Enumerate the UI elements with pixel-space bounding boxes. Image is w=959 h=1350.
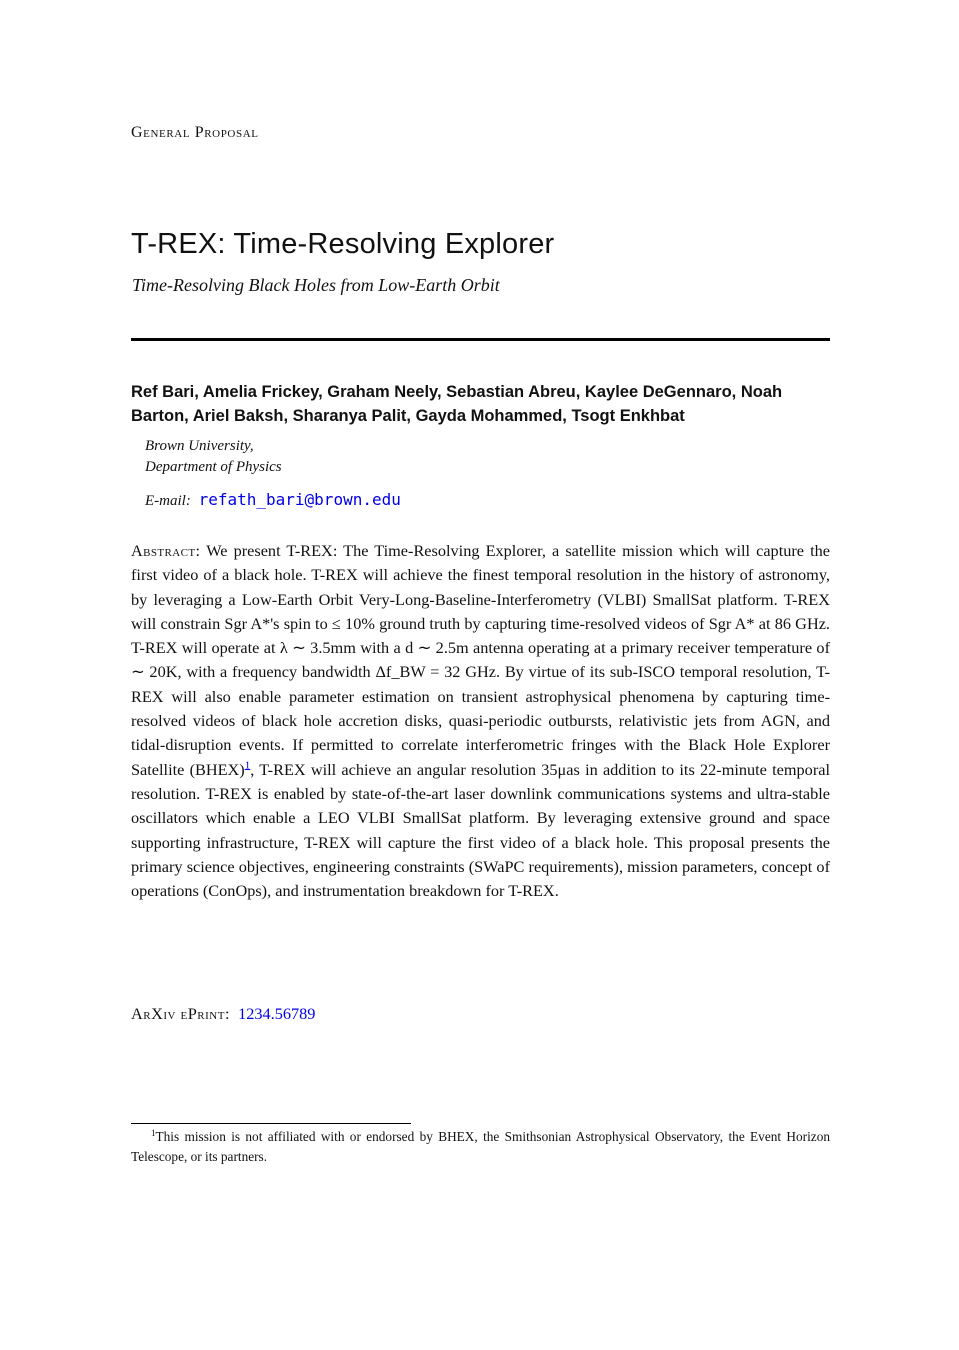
footnote [131, 1127, 830, 1167]
footnote-mark: 1 [151, 1127, 156, 1138]
arxiv-label: ArXiv ePrint: [131, 1004, 230, 1023]
running-header: General Proposal [131, 124, 259, 141]
paper-subtitle: Time-Resolving Black Holes from Low-Earth Orbit [132, 275, 500, 295]
footnote-ref-link[interactable]: 1 [244, 759, 251, 772]
abstract-label: Abstract: [131, 541, 201, 560]
title-rule [131, 338, 830, 341]
paper-title: T-REX: Time-Resolving Explorer [131, 228, 555, 260]
arxiv-link[interactable]: 1234.56789 [238, 1004, 316, 1023]
affiliation-institution: Brown University, [145, 438, 254, 454]
abstract-text-part2: , T-REX will achieve an angular resolution 35μas in addition to its 22-minute temporal resolution. T-REX is enabled by state-of-the-art laser downlink communications systems and ultra-stable oscillators which enable a LEO VLBI SmallSat platform. By leveraging extensive ground and space supporting infrastructure, T-REX will capture the first video of a black hole. This proposal presents the primary science objectives, engineering constraints (SWaPC requirements), mission parameters, concept of operations (ConOps), and instrumentation breakdown for T-REX. [131, 759, 830, 901]
abstract-text-part1: We present T-REX: The Time-Resolving Explorer, a satellite mission which will capture the first video of a black hole. T-REX will achieve the finest temporal resolution in the history of astronomy, by leveraging a Low-Earth Orbit Very-Long-Baseline-Interferometry (VLBI) SmallSat platform. T-REX will constrain Sgr A*'s spin to ≤ 10% ground truth by capturing time-resolved videos of Sgr A* at 86 GHz. T-REX will operate at λ ∼ 3.5mm with a d ∼ 2.5m antenna operating at a primary receiver temperature of ∼ 20K, with a frequency bandwidth Δf_BW = 32 GHz. By virtue of its sub-ISCO temporal resolution, T-REX will also enable parameter estimation on transient astrophysical phenomena by capturing time-resolved videos of black hole accretion disks, quasi-periodic outbursts, relativistic jets from AGN, and tidal-disruption events. If permitted to correlate interferometric fringes with the Black Hole Explorer Satellite (BHEX) [131, 541, 830, 779]
author-list: Ref Bari, Amelia Frickey, Graham Neely, Sebastian Abreu, Kaylee DeGennaro, Noah Barton, Ariel Baksh, Sharanya Palit, Gayda Mohammed, Tsogt Enkhbat [131, 383, 783, 425]
affiliation-department: Department of Physics [145, 459, 282, 475]
email-label: E-mail: [145, 493, 191, 509]
arxiv-row [131, 1004, 315, 1024]
footnote-text: This mission is not affiliated with or endorsed by BHEX, the Smithsonian Astrophysical Observatory, the Event Horizon Telescope, or its partners. [131, 1129, 830, 1164]
footnote-rule [131, 1123, 411, 1124]
email-link[interactable]: refath_bari@brown.edu [198, 490, 401, 509]
email-row [145, 490, 401, 510]
abstract [131, 539, 830, 903]
affiliation [145, 436, 282, 478]
